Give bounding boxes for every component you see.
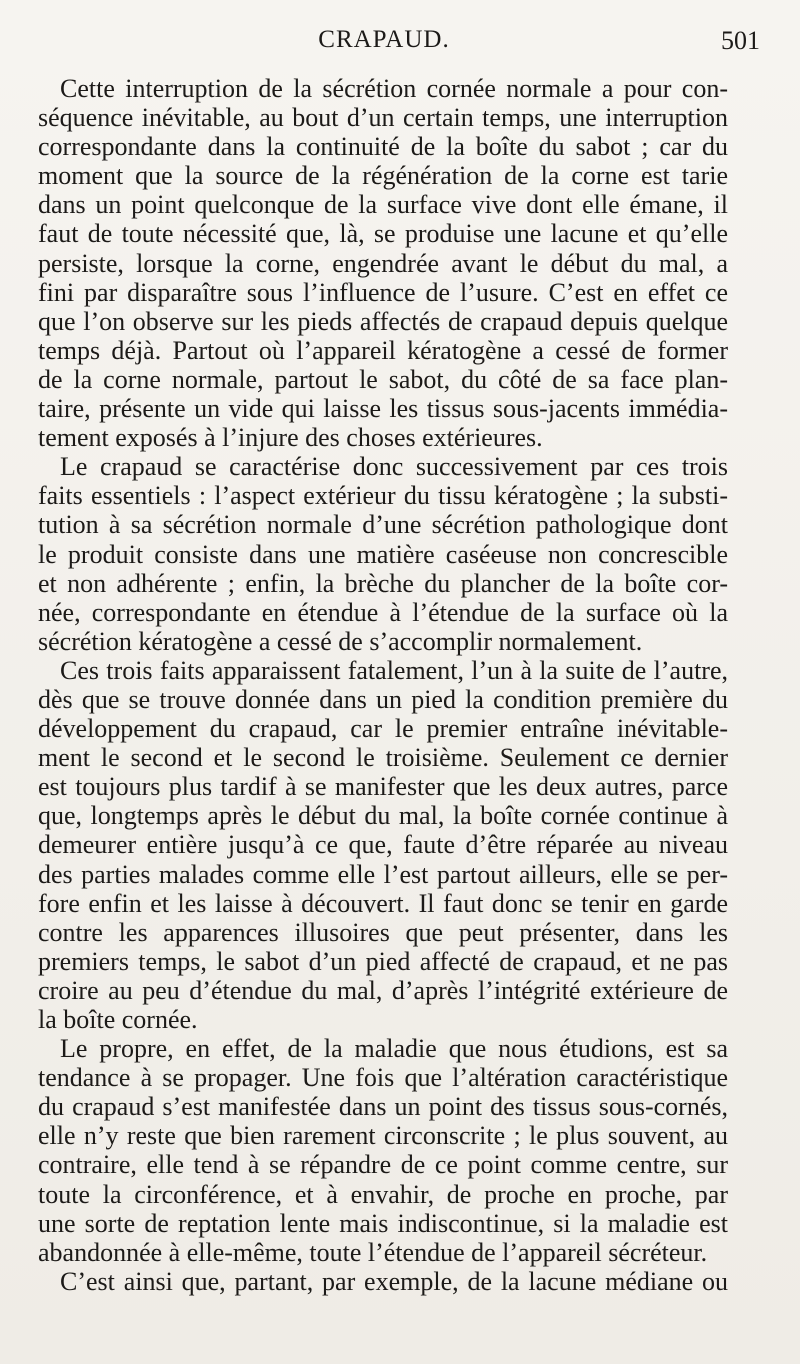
text-line: Le crapaud se caractérise donc successivement par ces trois xyxy=(60,452,728,482)
text-line: et non adhérente ; enfin, la brèche du plancher de la boîte cor- xyxy=(38,568,728,598)
text-line: Cette interruption de la sécrétion cornée normale a pour con- xyxy=(60,74,728,103)
text-line: ment le second et le second le troisième. Seulement ce dernier xyxy=(38,743,728,773)
text-line: dès que se trouve donnée dans un pied la condition première du xyxy=(38,684,728,714)
text-line: du crapaud s’est manifestée dans un point des tissus sous-cornés, xyxy=(38,1092,728,1122)
text-line: de la corne normale, partout le sabot, du côté de sa face plan- xyxy=(38,364,728,394)
page-number: 501 xyxy=(721,26,760,55)
text-line: demeurer entière jusqu’à ce que, faute d’être réparée au niveau xyxy=(38,830,728,860)
text-line: Ces trois faits apparaissent fatalement, l’un à la suite de l’autre, xyxy=(60,655,728,685)
text-line: des parties malades comme elle l’est partout ailleurs, elle se per- xyxy=(38,859,728,889)
text-line: fini par disparaître sous l’influence de l’usure. C’est en effet ce xyxy=(38,277,728,307)
text-line: contraire, elle tend à se répandre de ce point comme centre, sur xyxy=(38,1150,728,1180)
paragraph xyxy=(38,74,728,452)
text-line: sécrétion kératogène a cessé de s’accomplir normalement. xyxy=(38,626,643,656)
text-line: que, longtemps après le début du mal, la boîte cornée continue à xyxy=(38,801,728,831)
text-line: C’est ainsi que, partant, par exemple, de la lacune médiane ou xyxy=(60,1266,728,1296)
text-line: faits essentiels : l’aspect extérieur du tissu kératogène ; la substi- xyxy=(38,481,728,511)
page-header xyxy=(38,26,760,62)
paragraph xyxy=(38,452,728,656)
text-line: faut de toute nécessité que, là, se produise une lacune et qu’elle xyxy=(38,219,728,249)
text-line: le produit consiste dans une matière caséeuse non concrescible xyxy=(38,539,728,569)
text-line: tendance à se propager. Une fois que l’altération caractéristique xyxy=(38,1063,728,1093)
body-text xyxy=(38,74,728,1296)
text-line: Le propre, en effet, de la maladie que nous étudions, est sa xyxy=(60,1034,728,1064)
text-line: développement du crapaud, car le premier entraîne inévitable- xyxy=(38,714,728,744)
text-line: croire au peu d’étendue du mal, d’après l’intégrité extérieure de xyxy=(38,975,728,1005)
text-line: toute la circonférence, et à envahir, de proche en proche, par xyxy=(38,1179,728,1209)
text-line: taire, présente un vide qui laisse les tissus sous-jacents immédia- xyxy=(38,394,728,424)
text-line: premiers temps, le sabot d’un pied affecté de crapaud, et ne pas xyxy=(38,946,728,976)
text-line: dans un point quelconque de la surface vive dont elle émane, il xyxy=(38,190,728,220)
text-line: persiste, lorsque la corne, engendrée avant le début du mal, a xyxy=(38,248,728,278)
text-line: la boîte cornée. xyxy=(38,1005,198,1034)
text-line: contre les apparences illusoires que peut présenter, dans les xyxy=(38,917,728,947)
text-line: fore enfin et les laisse à découvert. Il faut donc se tenir en garde xyxy=(38,888,728,918)
text-line: tution à sa sécrétion normale d’une sécrétion pathologique dont xyxy=(38,510,728,540)
paragraph xyxy=(38,656,728,1034)
text-line: temps déjà. Partout où l’appareil kératogène a cessé de former xyxy=(38,335,728,365)
text-line: elle n’y reste que bien rarement circonscrite ; le plus souvent, au xyxy=(38,1121,728,1151)
text-line: abandonnée à elle-même, toute l’étendue de l’appareil sécréteur. xyxy=(38,1237,708,1267)
running-head: CRAPAUD. xyxy=(318,26,450,53)
text-line: séquence inévitable, au bout d’un certain temps, une interruption xyxy=(38,103,728,133)
text-line: née, correspondante en étendue à l’étendue de la surface où la xyxy=(38,597,728,627)
text-line: que l’on observe sur les pieds affectés de crapaud depuis quelque xyxy=(38,306,728,336)
text-line: est toujours plus tardif à se manifester que les deux autres, parce xyxy=(38,772,728,802)
text-line: correspondante dans la continuité de la boîte du sabot ; car du xyxy=(38,132,728,162)
paragraph xyxy=(38,1034,728,1267)
text-line: moment que la source de la régénération de la corne est tarie xyxy=(38,161,728,191)
text-line: tement exposés à l’injure des choses extérieures. xyxy=(38,423,543,453)
paragraph xyxy=(38,1267,728,1296)
text-line: une sorte de reptation lente mais indiscontinue, si la maladie est xyxy=(38,1208,728,1238)
